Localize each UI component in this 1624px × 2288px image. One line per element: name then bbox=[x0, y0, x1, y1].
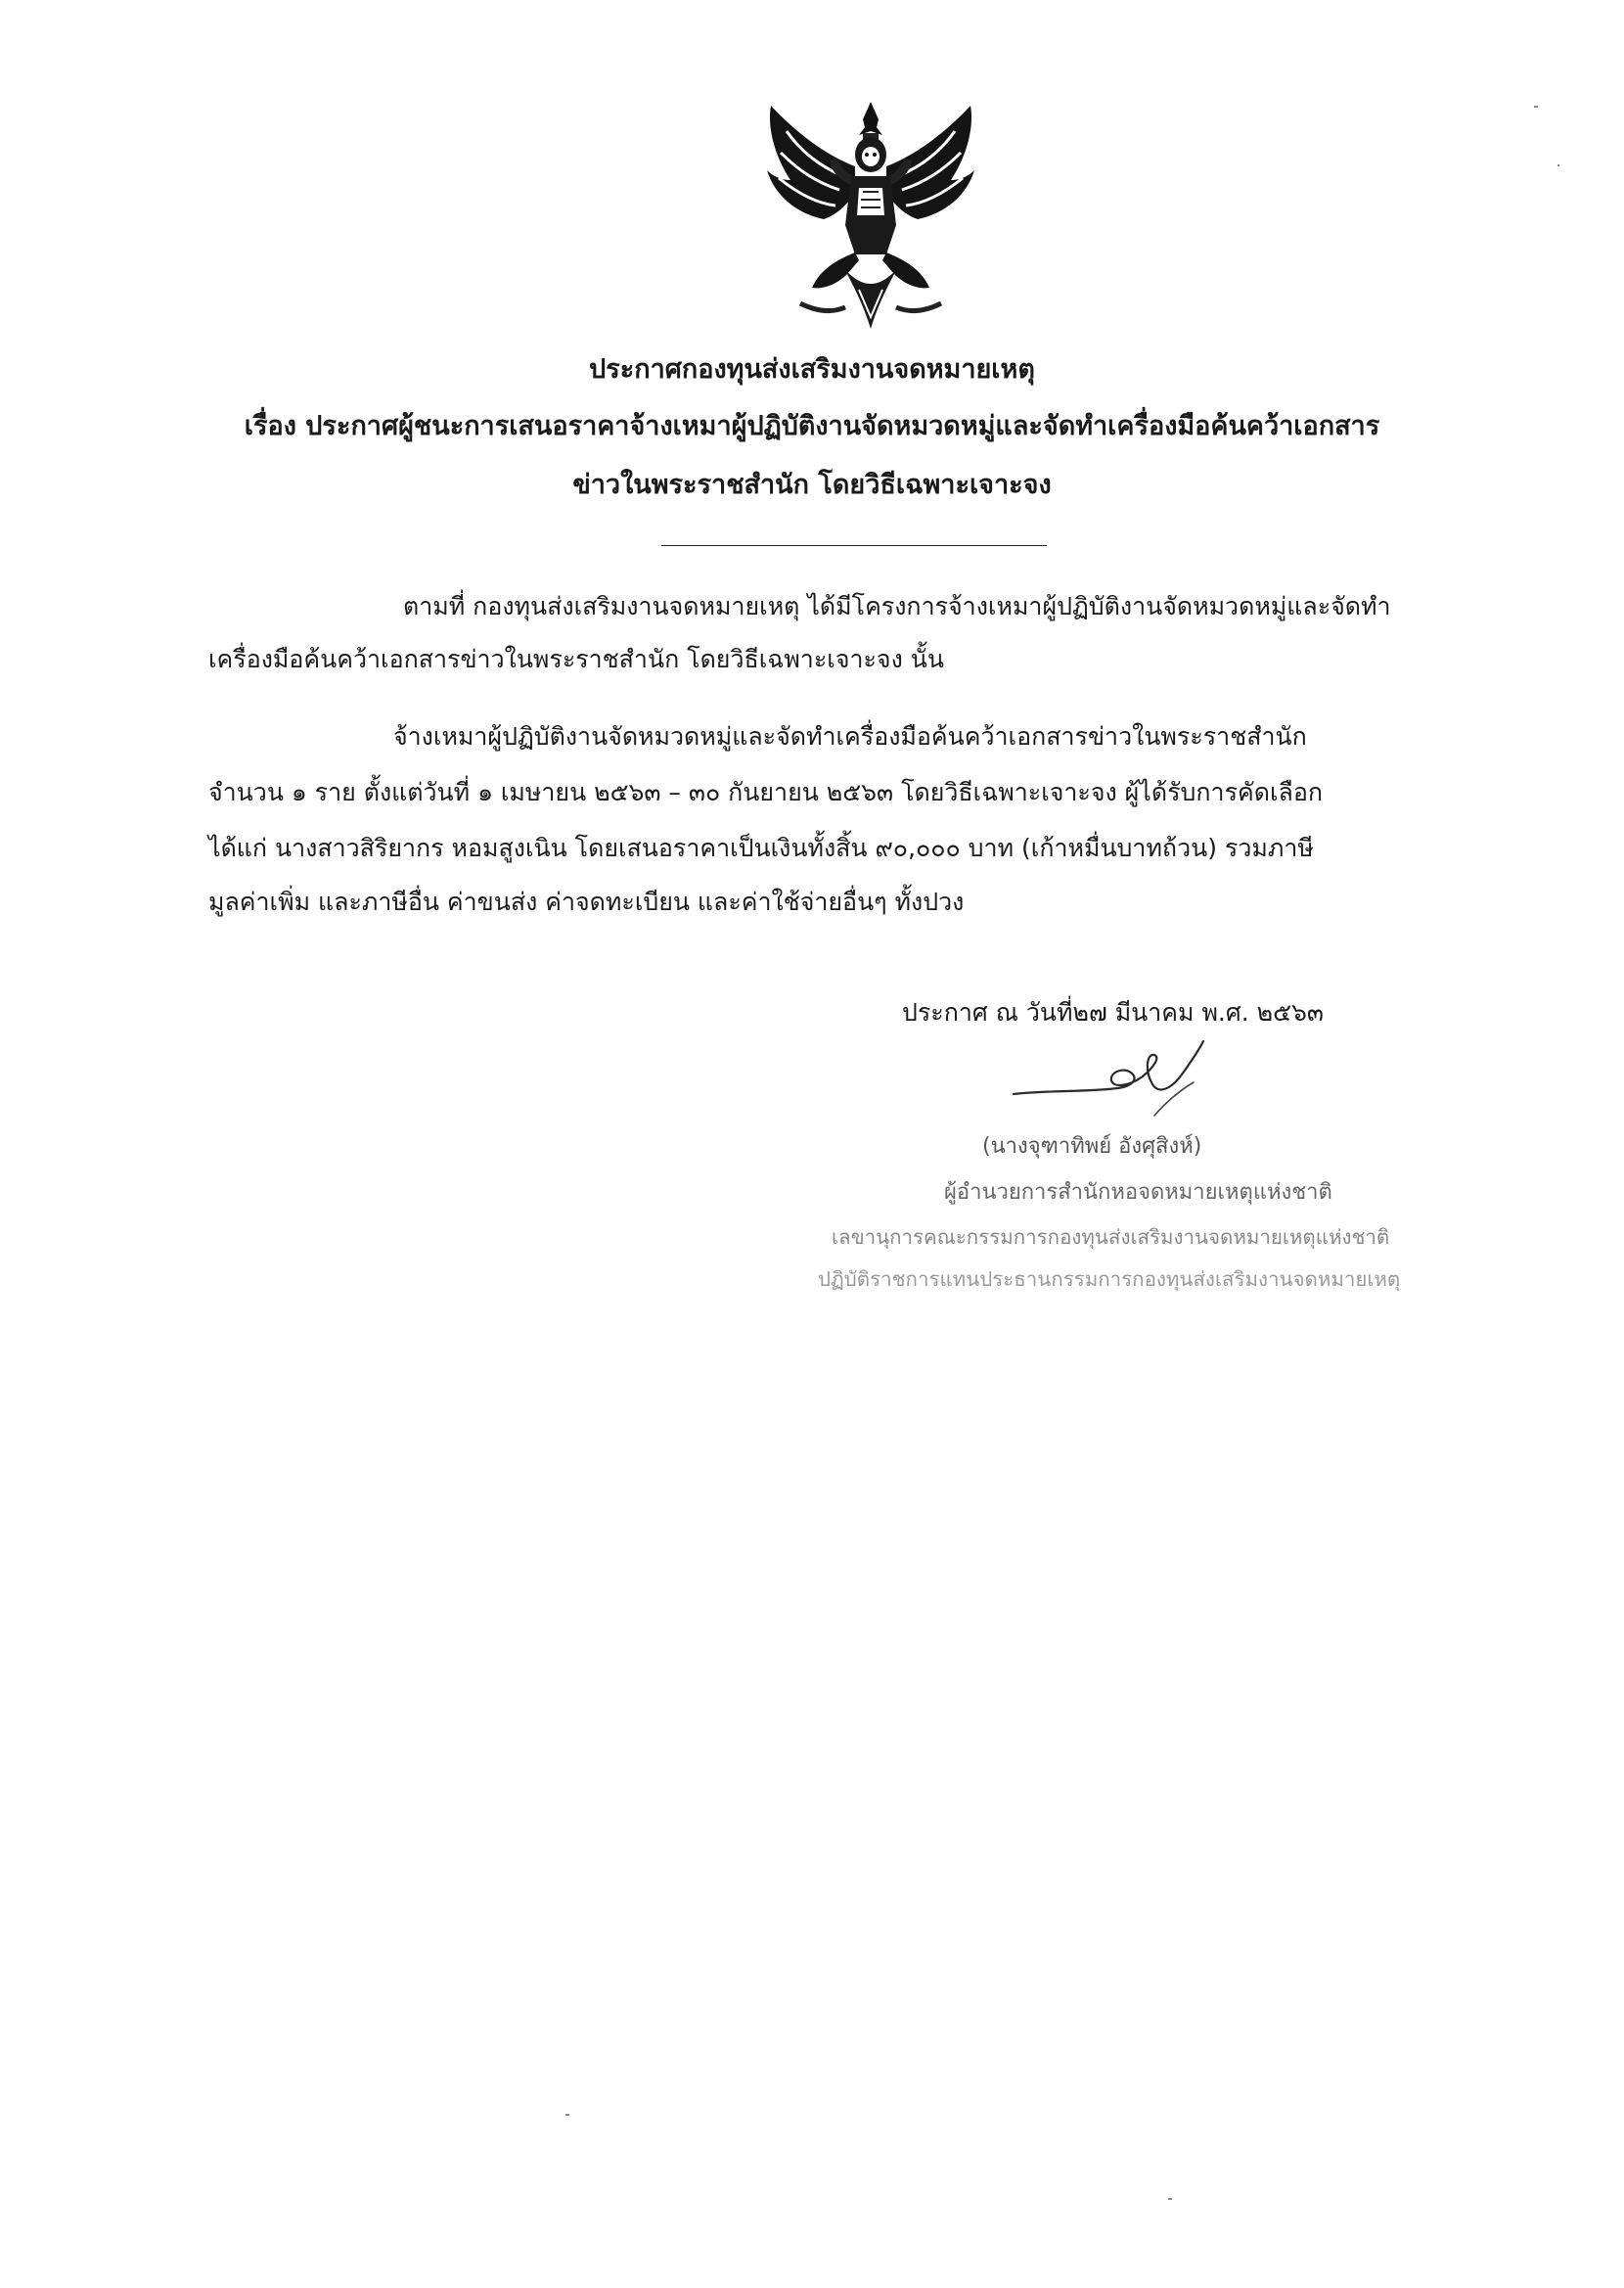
announcement-title: ประกาศกองทุนส่งเสริมงานจดหมายเหตุ bbox=[589, 354, 1035, 385]
paragraph-2-line-2: จำนวน ๑ ราย ตั้งแต่วันที่ ๑ เมษายน ๒๕๖๓ – ๓๐ กันยายน ๒๕๖๓ โดยวิธีเฉพาะเจาะจง ผู้ได้รับการคัดเลือก bbox=[208, 778, 1323, 806]
scan-speck bbox=[1168, 2198, 1172, 2200]
handwritten-signature bbox=[1008, 1035, 1252, 1123]
scan-speck bbox=[1557, 164, 1559, 166]
scan-speck bbox=[1534, 106, 1538, 108]
subject-line-2: ข่าวในพระราชสำนัก โดยวิธีเฉพาะเจาะจง bbox=[572, 470, 1052, 500]
signer-title-1: ผู้อำนวยการสำนักหอจดหมายเหตุแห่งชาติ bbox=[944, 1180, 1332, 1205]
paragraph-2-line-1: จ้างเหมาผู้ปฏิบัติงานจัดหมวดหมู่และจัดทำเครื่องมือค้นคว้าเอกสารข่าวในพระราชสำนัก bbox=[393, 722, 1307, 751]
announcement-date: ประกาศ ณ วันที่๒๗ มีนาคม พ.ศ. ๒๕๖๓ bbox=[902, 998, 1324, 1027]
heading-divider bbox=[661, 545, 1047, 546]
paragraph-1-line-2: เครื่องมือค้นคว้าเอกสารข่าวในพระราชสำนัก โดยวิธีเฉพาะเจาะจง นั้น bbox=[208, 645, 944, 673]
scan-speck bbox=[565, 2114, 569, 2116]
signer-title-2: เลขานุการคณะกรรมการกองทุนส่งเสริมงานจดหมายเหตุแห่งชาติ bbox=[832, 1225, 1390, 1249]
signer-name: (นางจุฑาทิพย์ อังศุสิงห์) bbox=[982, 1134, 1202, 1159]
paragraph-1-line-1: ตามที่ กองทุนส่งเสริมงานจดหมายเหตุ ได้มีโครงการจ้างเหมาผู้ปฏิบัติงานจัดหมวดหมู่และจัดทำ bbox=[403, 592, 1391, 620]
garuda-emblem bbox=[761, 98, 980, 338]
subject-line-1: เรื่อง ประกาศผู้ชนะการเสนอราคาจ้างเหมาผู้ปฏิบัติงานจัดหมวดหมู่และจัดทำเครื่องมือค้นคว้าเอกสาร bbox=[244, 411, 1380, 441]
paragraph-2-line-3: ได้แก่ นางสาวสิริยากร หอมสูงเนิน โดยเสนอราคาเป็นเงินทั้งสิ้น ๙๐,๐๐๐ บาท (เก้าหมื่นบาทถ้วน) รวมภาษี bbox=[208, 834, 1314, 862]
signer-title-3: ปฏิบัติราชการแทนประธานกรรมการกองทุนส่งเสริมงานจดหมายเหตุ bbox=[818, 1267, 1401, 1291]
paragraph-2-line-4: มูลค่าเพิ่ม และภาษีอื่น ค่าขนส่ง ค่าจดทะเบียน และค่าใช้จ่ายอื่นๆ ทั้งปวง bbox=[208, 888, 965, 916]
